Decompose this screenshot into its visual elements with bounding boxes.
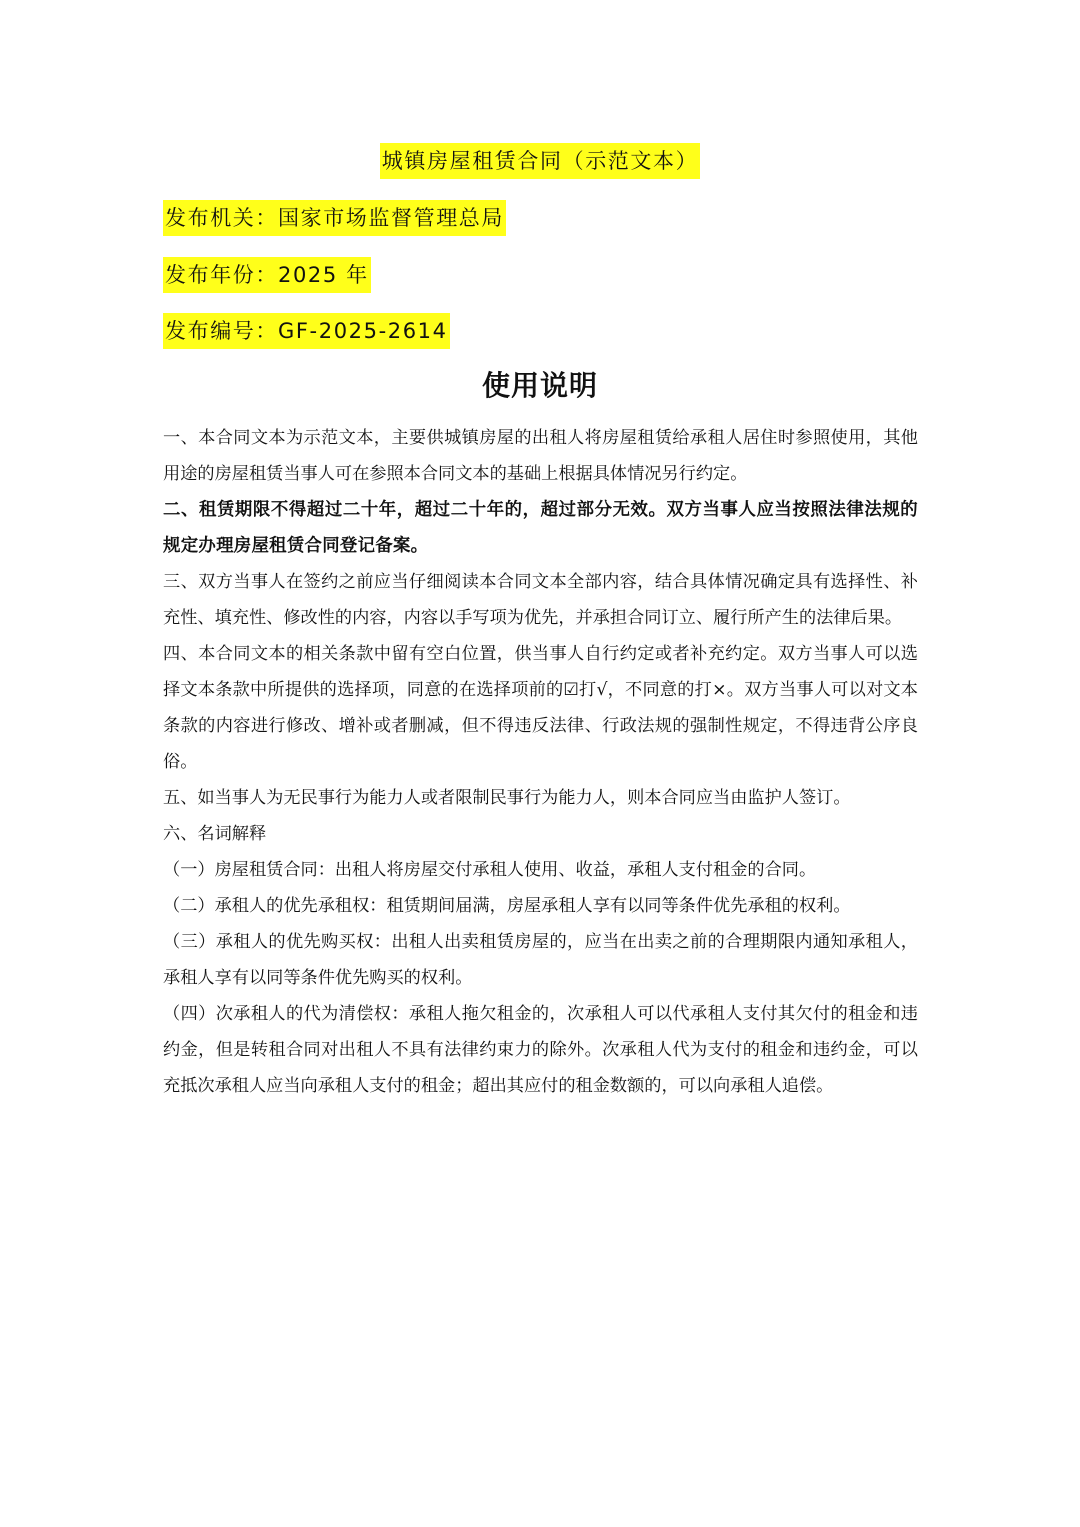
instruction-paragraph-5: 五、如当事人为无民事行为能力人或者限制民事行为能力人，则本合同应当由监护人签订。: [163, 788, 851, 808]
instruction-paragraph-1: 一、本合同文本为示范文本，主要供城镇房屋的出租人将房屋租赁给承租人居住时参照使用，其他用途的房屋租赁当事人可在参照本合同文本的基础上根据具体情况另行约定。: [163, 428, 918, 484]
document-title-block: [0, 143, 1080, 179]
code-block: [163, 313, 450, 349]
definition-2: （二）承租人的优先承租权：租赁期间届满，房屋承租人享有以同等条件优先承租的权利。: [163, 896, 851, 916]
code-line: 发布编号：GF-2025-2614: [163, 313, 450, 349]
instruction-paragraph-6: 六、名词解释: [163, 824, 267, 844]
issuer-block: [163, 200, 506, 236]
issuer-line: 发布机关：国家市场监督管理总局: [163, 200, 506, 236]
document-title: 城镇房屋租赁合同（示范文本）: [380, 143, 700, 179]
definition-4: （四）次承租人的代为清偿权：承租人拖欠租金的，次承租人可以代承租人支付其欠付的租金和违约金，但是转租合同对出租人不具有法律约束力的除外。次承租人代为支付的租金和违约金，可以充抵次承租人应当向承租人支付的租金；超出其应付的租金数额的，可以向承租人追偿。: [163, 1004, 918, 1096]
definition-1: （一）房屋租赁合同：出租人将房屋交付承租人使用、收益，承租人支付租金的合同。: [163, 860, 817, 880]
year-line: 发布年份：2025 年: [163, 257, 371, 293]
instruction-paragraph-3: 三、双方当事人在签约之前应当仔细阅读本合同文本全部内容，结合具体情况确定具有选择性、补充性、填充性、修改性的内容，内容以手写项为优先，并承担合同订立、履行所产生的法律后果。: [163, 572, 918, 628]
instruction-paragraph-4: 四、本合同文本的相关条款中留有空白位置，供当事人自行约定或者补充约定。双方当事人可以选择文本条款中所提供的选择项，同意的在选择项前的☑打√，不同意的打×。双方当事人可以对文本条款的内容进行修改、增补或者删减，但不得违反法律、行政法规的强制性规定，不得违背公序良俗。: [163, 644, 918, 772]
year-block: [163, 257, 371, 293]
instructions-body: [163, 420, 918, 1104]
instruction-paragraph-2: 二、租赁期限不得超过二十年，超过二十年的，超过部分无效。双方当事人应当按照法律法规的规定办理房屋租赁合同登记备案。: [163, 500, 918, 556]
usage-heading: 使用说明: [481, 369, 598, 402]
definition-3: （三）承租人的优先购买权：出租人出卖租赁房屋的，应当在出卖之前的合理期限内通知承租人，承租人享有以同等条件优先购买的权利。: [163, 932, 918, 988]
